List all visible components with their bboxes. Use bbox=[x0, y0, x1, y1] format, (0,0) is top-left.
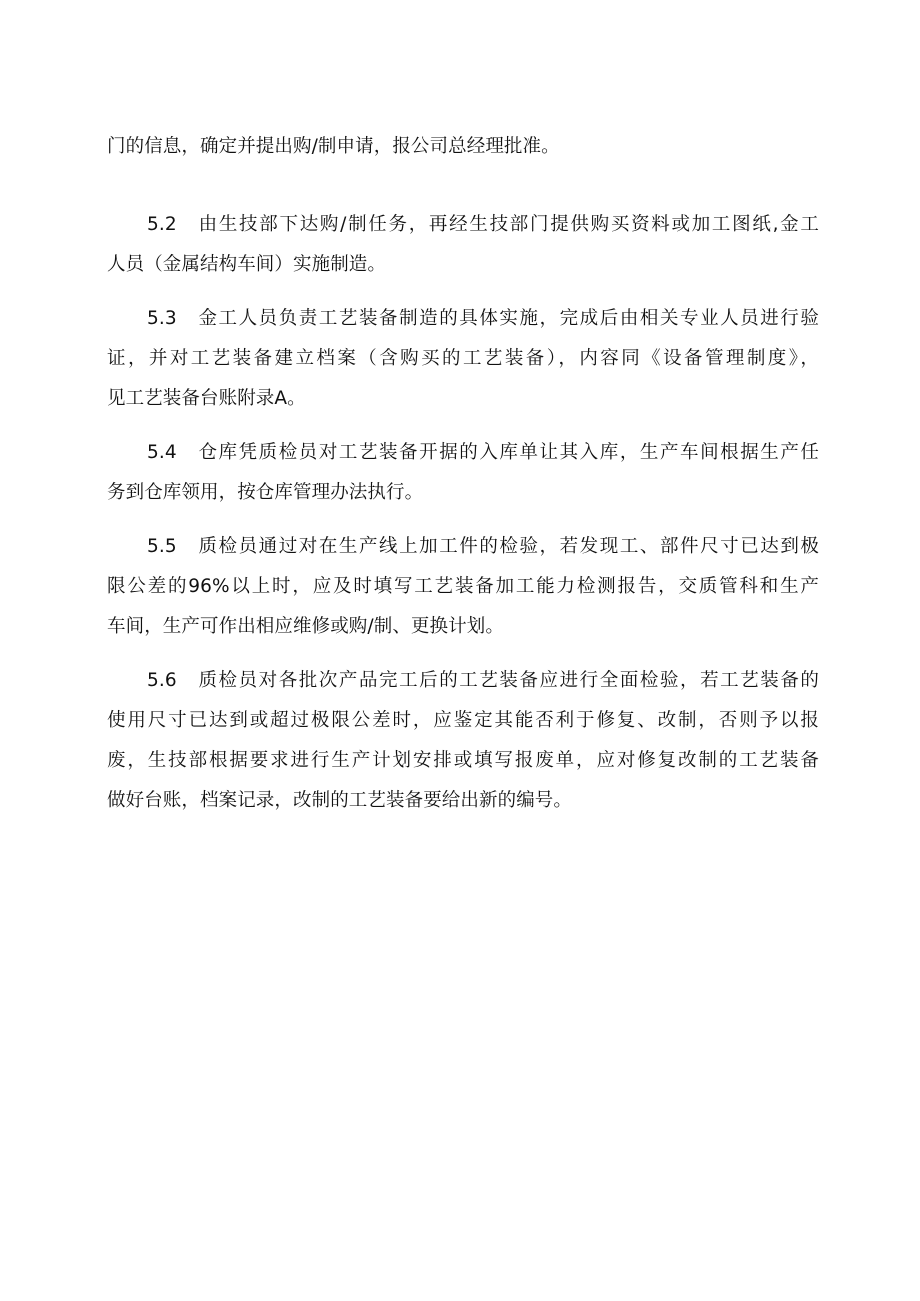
section-text: 由生技部下达购/制任务，再经生技部门提供购买资料或加工图纸,金工 bbox=[197, 214, 819, 235]
section-5-4 bbox=[107, 433, 819, 513]
text-line: 见工艺装备台账附录A。 bbox=[107, 388, 306, 409]
text-line: 务到仓库领用，按仓库管理办法执行。 bbox=[107, 482, 424, 503]
paragraph-spacer bbox=[107, 513, 819, 527]
paragraph-spacer bbox=[107, 167, 819, 205]
paragraph-spacer bbox=[107, 419, 819, 433]
text-line: 证，并对工艺装备建立档案（含购买的工艺装备），内容同《设备管理制度》， bbox=[107, 348, 819, 369]
section-5-5 bbox=[107, 527, 819, 647]
section-text: 仓库凭质检员对工艺装备开据的入库单让其入库，生产车间根据生产任 bbox=[197, 442, 819, 463]
section-text: 金工人员负责工艺装备制造的具体实施，完成后由相关专业人员进行验 bbox=[197, 308, 819, 329]
text-line: 人员（金属结构车间）实施制造。 bbox=[107, 254, 387, 275]
section-first-line bbox=[107, 433, 819, 473]
paragraph-spacer bbox=[107, 285, 819, 299]
document-body bbox=[107, 127, 819, 821]
text-line: 做好台账，档案记录，改制的工艺装备要给出新的编号。 bbox=[107, 790, 573, 811]
section-5-6 bbox=[107, 661, 819, 821]
text-line: 废，生技部根据要求进行生产计划安排或填写报废单，应对修复改制的工艺装备 bbox=[107, 750, 819, 771]
section-number: 5.2 bbox=[147, 214, 177, 235]
section-first-line bbox=[107, 205, 819, 245]
section-number: 5.5 bbox=[147, 536, 177, 557]
text-line: 使用尺寸已达到或超过极限公差时，应鉴定其能否利于修复、改制，否则予以报 bbox=[107, 710, 819, 731]
section-first-line bbox=[107, 527, 819, 567]
section-number: 5.4 bbox=[147, 442, 177, 463]
section-text: 质检员通过对在生产线上加工件的检验，若发现工、部件尺寸已达到极 bbox=[197, 536, 819, 557]
section-5-2 bbox=[107, 205, 819, 285]
section-number: 5.3 bbox=[147, 308, 177, 329]
text-line: 车间，生产可作出相应维修或购/制、更换计划。 bbox=[107, 616, 504, 637]
section-first-line bbox=[107, 661, 819, 701]
paragraph-spacer bbox=[107, 647, 819, 661]
text-line: 门的信息，确定并提出购/制申请，报公司总经理批准。 bbox=[107, 136, 560, 157]
section-5-3 bbox=[107, 299, 819, 419]
paragraph-continuation bbox=[107, 127, 819, 167]
section-number: 5.6 bbox=[147, 670, 177, 691]
section-first-line bbox=[107, 299, 819, 339]
text-line: 限公差的96%以上时，应及时填写工艺装备加工能力检测报告，交质管科和生产 bbox=[107, 576, 819, 597]
section-text: 质检员对各批次产品完工后的工艺装备应进行全面检验，若工艺装备的 bbox=[197, 670, 819, 691]
